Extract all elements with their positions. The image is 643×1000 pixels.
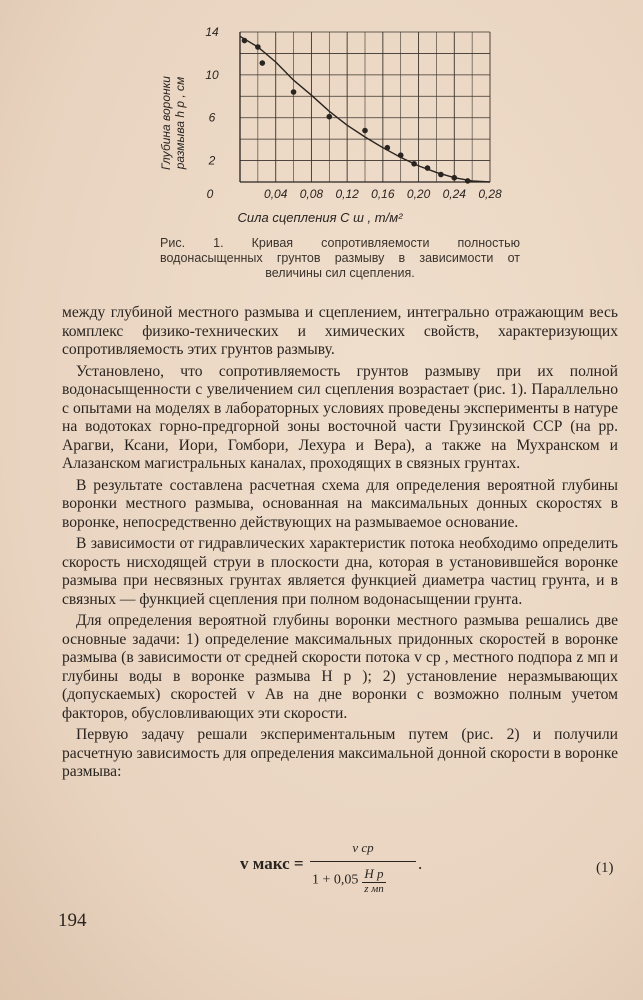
x-tick-label: 0 <box>206 187 214 201</box>
formula-trailing: . <box>418 854 423 873</box>
formula <box>0 840 643 900</box>
data-point <box>398 152 404 158</box>
x-tick-label: 0,28 <box>478 187 502 201</box>
figure-caption <box>160 236 520 281</box>
data-point <box>260 60 266 66</box>
fraction-bar <box>310 861 416 862</box>
data-point <box>255 44 261 50</box>
paragraph: В результате составлена расчетная схема для определения вероятной глубины воронки местного размыва, основанная на максимальных донных скоростях в воронке, непосредственно действующих на размываемое основание. <box>62 476 618 531</box>
chart-grid <box>240 32 490 182</box>
x-tick-label: 0,24 <box>442 187 466 201</box>
chart-ticks <box>205 25 502 201</box>
y-axis-label <box>159 76 187 171</box>
caption-text: Кривая сопротивляемости полностью водонасыщенных грунтов размыву в зависимости от величины сил сцепления. <box>160 236 520 280</box>
data-point <box>291 89 297 95</box>
data-point <box>362 128 368 134</box>
y-tick-label: 14 <box>205 25 219 39</box>
y-axis-label-line1: Глубина воронки <box>159 76 173 170</box>
data-point <box>425 165 431 171</box>
paragraph: Для определения вероятной глубины воронки местного размыва решались две основные задачи: 1) определение максимальных придонных скоростей в воронке размыва (в зависимости от средней скорости потока v ср , местного подпора z мп и глубины воды в воронке размыва H р ); 2) установление неразмывающих (допускаемых) скоростей v Ав на дне воронки с возможно полным учетом факторов, обусловливающих эти скорости. <box>62 612 618 722</box>
paragraph: В зависимости от гидравлических характеристик потока необходимо определить скорость нисходящей струи в плоскости дна, которая в установившейся воронке размыва при несвязных грунтах является функцией диаметра частиц грунта, и в связных — функцией сцепления при полном водонасыщении грунта. <box>62 535 618 608</box>
x-axis-label: Сила сцепления С ш , т/м² <box>237 210 403 225</box>
formula-denominator: 1 + 0,05 $\frac{\text{H р}}{\text{z мп}}$ <box>312 866 384 895</box>
page-number: 194 <box>58 910 87 931</box>
data-point <box>465 178 471 184</box>
y-tick-label: 2 <box>208 153 216 168</box>
data-point <box>411 161 417 167</box>
y-tick-label: 6 <box>208 110 216 125</box>
x-tick-label: 0,08 <box>299 187 324 201</box>
paragraph: между глубиной местного размыва и сцеплением, интегрально отражающим весь комплекс физико-технических и химических свойств, характеризующих сопротивляемость этих грунтов размыву. <box>62 304 618 358</box>
caption-label: Рис. 1. <box>160 236 224 250</box>
body-text <box>62 304 618 785</box>
data-point <box>438 172 444 178</box>
paragraph: Установлено, что сопротивляемость грунтов размыву при их полной водонасыщенности с увеличением сил сцепления возрастает (рис. 1). Параллельно с опытами на моделях в лабораторных условиях проведены эксперименты в натуре на водотоках горно-предгорной зоны восточной части Грузинской ССР (на рр. Арагви, Ксани, Иори, Гомбори, Лехура и Вера), а также на Мухранском и Алазанском магистральных каналах, проходящих в связных грунтах. <box>62 362 618 472</box>
x-tick-label: 0,16 <box>371 187 395 201</box>
y-axis-label-line2: размыва h р , см <box>173 76 187 170</box>
inner-numerator: H р <box>364 866 384 881</box>
paragraph: Первую задачу решали экспериментальным путем (рис. 2) и получили расчетную зависимость для определения максимальной донной скорости в воронке размыва: <box>62 726 618 780</box>
x-tick-label: 0,20 <box>406 187 431 201</box>
data-point <box>451 175 457 181</box>
data-point <box>242 38 248 44</box>
data-point <box>385 145 391 151</box>
formula-numerator: v ср <box>352 840 374 855</box>
y-tick-label: 10 <box>205 67 219 82</box>
x-tick-label: 0,04 <box>264 187 288 201</box>
chart <box>150 18 510 228</box>
x-tick-label: 0,12 <box>335 187 359 201</box>
data-point <box>326 114 332 120</box>
equation-number: (1) <box>596 860 614 876</box>
formula-lhs: v макс = <box>240 854 304 873</box>
inner-denominator: z мп <box>364 883 384 895</box>
